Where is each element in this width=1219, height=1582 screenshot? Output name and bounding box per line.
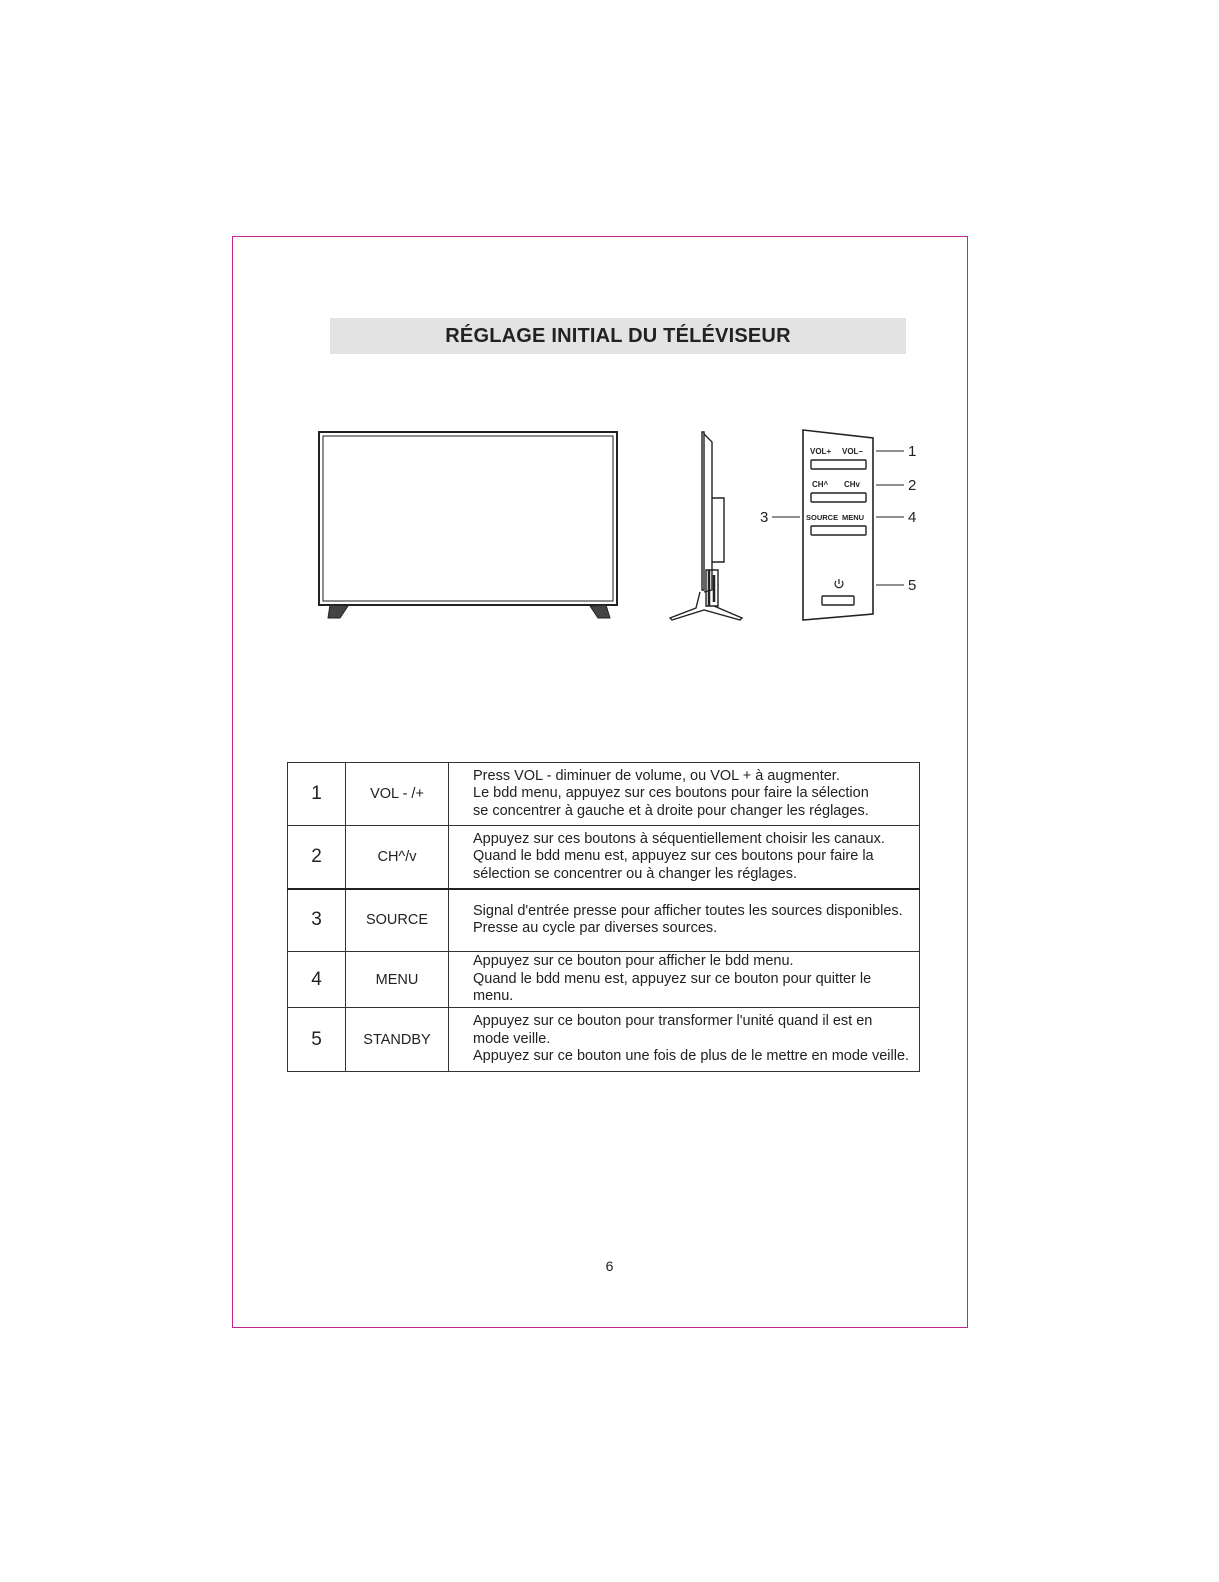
panel-button-source-menu bbox=[811, 526, 866, 535]
row-key: MENU bbox=[346, 952, 449, 1008]
table-row bbox=[288, 826, 920, 889]
tv-illustration bbox=[300, 420, 940, 640]
description-line: se concentrer à gauche et à droite pour changer les réglages. bbox=[473, 802, 869, 819]
description-line: sélection se concentrer ou à changer les réglages. bbox=[473, 865, 798, 882]
description-line: Quand le bdd menu est, appuyez sur ce bouton pour quitter le bbox=[473, 970, 872, 987]
table-row bbox=[288, 952, 920, 1008]
panel-label-ch-down: CHv bbox=[844, 480, 861, 489]
row-number: 3 bbox=[288, 889, 346, 952]
callout-4: 4 bbox=[908, 509, 917, 526]
description-line: Le bdd menu, appuyez sur ces boutons pour faire la sélection bbox=[473, 785, 869, 802]
panel-button-vol bbox=[811, 460, 866, 469]
description-line: Appuyez sur ces boutons à séquentiellement choisir les canaux. bbox=[473, 830, 885, 847]
panel-button-power bbox=[822, 596, 854, 605]
row-key: VOL - /+ bbox=[346, 763, 449, 826]
tv-side-view bbox=[670, 432, 742, 620]
description-line: Appuyez sur ce bouton une fois de plus de le mettre en mode veille. bbox=[473, 1048, 910, 1065]
description-line: Press VOL - diminuer de volume, ou VOL + à augmenter. bbox=[473, 767, 840, 784]
table-row bbox=[288, 889, 920, 952]
panel-button-ch bbox=[811, 493, 866, 502]
description-line: mode veille. bbox=[473, 1030, 551, 1047]
callout-1: 1 bbox=[908, 443, 917, 460]
page-number: 6 bbox=[605, 1258, 614, 1274]
panel-label-vol-plus: VOL+ bbox=[810, 447, 832, 456]
panel-label-ch-up: CH^ bbox=[812, 480, 829, 489]
description-line: Quand le bdd menu est, appuyez sur ces boutons pour faire la bbox=[473, 848, 874, 864]
button-table bbox=[287, 762, 920, 1072]
page-title: RÉGLAGE INITIAL DU TÉLÉVISEUR bbox=[445, 324, 791, 347]
description-line: Appuyez sur ce bouton pour afficher le bdd menu. bbox=[473, 953, 794, 970]
row-key: SOURCE bbox=[346, 889, 449, 952]
row-key: STANDBY bbox=[346, 1008, 449, 1072]
title-bar bbox=[330, 318, 906, 354]
row-description bbox=[449, 1008, 920, 1072]
panel-label-menu: MENU bbox=[842, 513, 865, 522]
description-line: menu. bbox=[473, 988, 514, 1005]
row-number: 4 bbox=[288, 952, 346, 1008]
panel-label-vol-minus: VOL– bbox=[842, 447, 863, 456]
row-description bbox=[449, 952, 920, 1008]
tv-front-view bbox=[319, 432, 617, 618]
row-description bbox=[449, 826, 920, 889]
description-line: Presse au cycle par diverses sources. bbox=[473, 920, 718, 937]
panel-label-source: SOURCE bbox=[806, 513, 839, 522]
callout-5: 5 bbox=[908, 577, 917, 594]
table-row bbox=[288, 763, 920, 826]
table-row bbox=[288, 1008, 920, 1072]
row-number: 5 bbox=[288, 1008, 346, 1072]
callout-2: 2 bbox=[908, 477, 917, 494]
row-description bbox=[449, 889, 920, 952]
row-description bbox=[449, 763, 920, 826]
description-line: Appuyez sur ce bouton pour transformer l'unité quand il est en bbox=[473, 1013, 873, 1030]
row-key: CH^/v bbox=[346, 826, 449, 889]
row-number: 2 bbox=[288, 826, 346, 889]
row-number: 1 bbox=[288, 763, 346, 826]
power-icon bbox=[835, 579, 843, 588]
description-line: Signal d'entrée presse pour afficher toutes les sources disponibles. bbox=[473, 902, 903, 919]
callout-3: 3 bbox=[760, 509, 769, 526]
control-panel bbox=[803, 430, 873, 620]
tv-figure bbox=[300, 420, 940, 640]
